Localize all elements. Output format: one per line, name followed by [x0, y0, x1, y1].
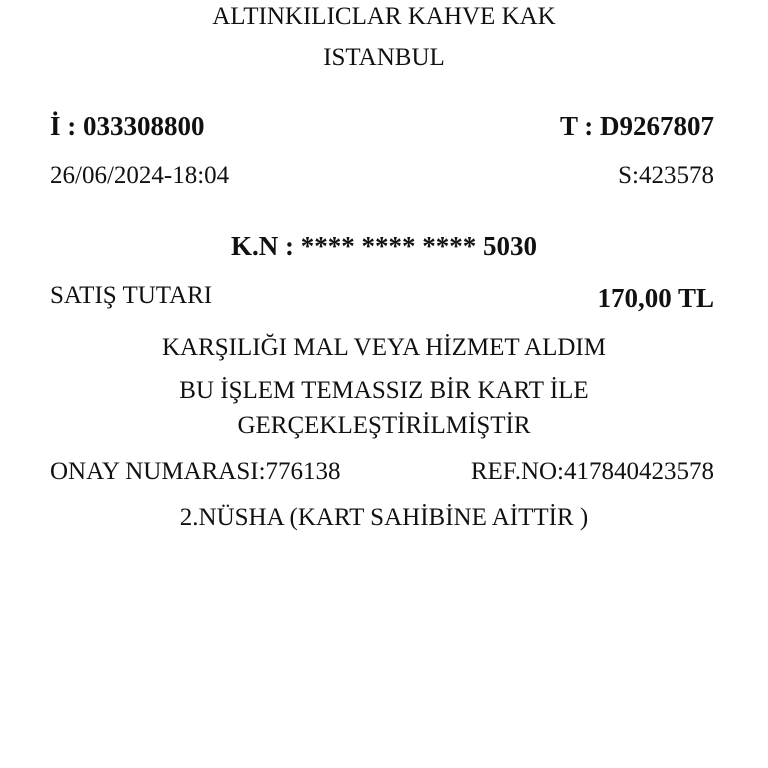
transaction-datetime: 26/06/2024-18:04 [50, 162, 230, 189]
approval-number: ONAY NUMARASI:776138 [50, 458, 341, 485]
merchant-city: ISTANBUL [323, 44, 445, 71]
sale-amount-label: SATIŞ TUTARI [50, 282, 213, 309]
sale-amount: 170,00 TL [597, 283, 714, 313]
merchant-id: İ : 033308800 [50, 111, 205, 141]
copy-note: 2.NÜSHA (KART SAHİBİNE AİTTİR ) [179, 504, 589, 531]
contactless-notice-line2: GERÇEKLEŞTİRİLMİŞTİR [237, 412, 531, 439]
merchant-name: ALTINKILICLAR KAHVE KAK [212, 3, 556, 30]
sequence-number: S:423578 [618, 162, 714, 189]
reference-number: REF.NO:417840423578 [470, 458, 714, 485]
goods-received-statement: KARŞILIĞI MAL VEYA HİZMET ALDIM [162, 334, 606, 361]
masked-card-number: K.N : **** **** **** 5030 [231, 231, 537, 261]
terminal-id: T : D9267807 [559, 111, 714, 141]
contactless-notice-line1: BU İŞLEM TEMASSIZ BİR KART İLE [179, 377, 589, 404]
